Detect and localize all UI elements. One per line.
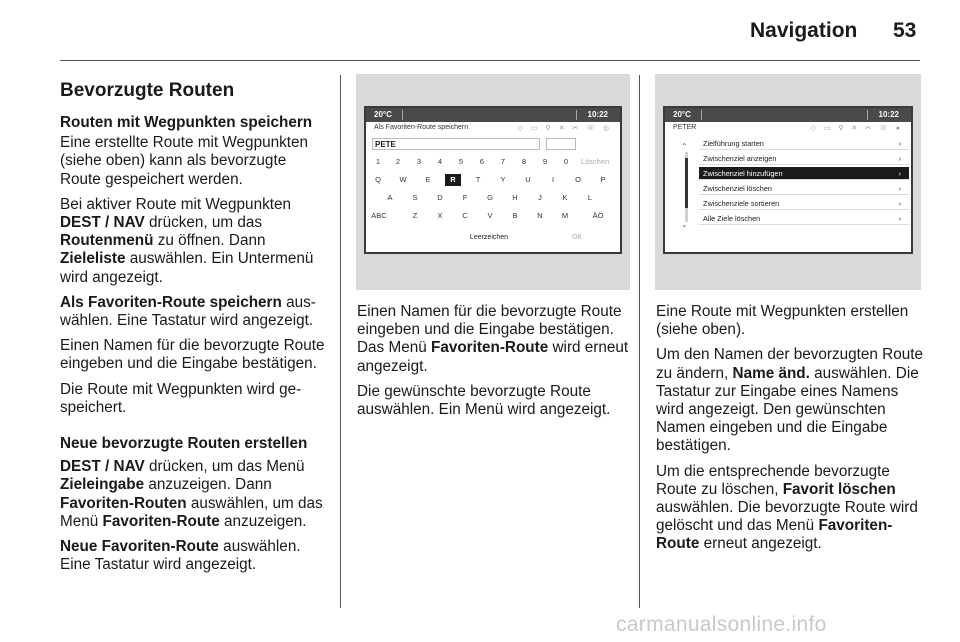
- paragraph: Um den Namen der bevorzugten Route zu ändern, Name änd. auswählen. Die Tastatur zur Eingabe eines Namens wird angezeigt. Den gewünschten Namen eingeben und die Eingabe bestätigen.: [656, 346, 923, 455]
- status-icons: ◇ ▭ ⚲ ✕ ✂ ☏ ●: [810, 125, 903, 132]
- key[interactable]: V: [487, 211, 493, 220]
- key[interactable]: 9: [542, 157, 548, 166]
- menu-item[interactable]: Zielführung starten ›: [699, 137, 909, 150]
- keyboard-row-asdf: [366, 192, 620, 204]
- menu-item[interactable]: Zwischenziel löschen ›: [699, 182, 909, 195]
- key[interactable]: P: [600, 175, 606, 184]
- infotainment-screen: [663, 106, 913, 254]
- chevron-right-icon: ›: [898, 199, 901, 208]
- paragraph: Um die entsprechende bevorzugte Route zu löschen, Favorit löschen auswählen. Die bevorzugte Route wird gelöscht und das Menü Favoriten-Route erneut angezeigt.: [656, 462, 918, 553]
- right-column: [656, 303, 924, 561]
- screenshot-keyboard: [356, 74, 630, 290]
- abc-key[interactable]: ABC: [371, 211, 387, 220]
- page-number: 53: [893, 19, 917, 42]
- column-divider-1: [340, 75, 341, 608]
- key[interactable]: Y: [500, 175, 506, 184]
- key[interactable]: E: [425, 175, 431, 184]
- header-rule: [60, 60, 920, 61]
- key[interactable]: F: [462, 193, 468, 202]
- chevron-right-icon: ›: [898, 184, 901, 193]
- section-title: Bevorzugte Routen: [60, 80, 235, 101]
- keyboard-row-qwerty: [366, 174, 620, 186]
- key[interactable]: 2: [395, 157, 401, 166]
- key[interactable]: K: [562, 193, 568, 202]
- delete-key[interactable]: Löschen: [580, 157, 610, 166]
- key[interactable]: A: [387, 193, 393, 202]
- menu-item[interactable]: Zwischenziel anzeigen ›: [699, 152, 909, 165]
- key[interactable]: N: [537, 211, 543, 220]
- key[interactable]: J: [538, 193, 542, 202]
- key-selected[interactable]: R: [445, 174, 461, 186]
- scroll-up-icon[interactable]: ⌃: [681, 142, 688, 151]
- key[interactable]: 8: [521, 157, 527, 166]
- key[interactable]: M: [561, 211, 569, 220]
- keyboard-bottom-row: [366, 232, 620, 244]
- middle-column: [357, 303, 629, 426]
- subsection-title: Neue bevorzugte Routen erstellen: [60, 435, 308, 453]
- key[interactable]: B: [512, 211, 518, 220]
- key[interactable]: L: [587, 193, 593, 202]
- key[interactable]: 3: [416, 157, 422, 166]
- paragraph: Als Favoriten-Route speichern auswählen. Eine Tastatur wird angezeigt.: [60, 293, 316, 330]
- screen-subheader: Als Favoriten-Route speichern: [374, 124, 469, 131]
- infotainment-screen: [364, 106, 622, 254]
- screenshot-route-menu: [655, 74, 921, 290]
- key[interactable]: 6: [479, 157, 485, 166]
- clock: 10:22: [878, 110, 899, 119]
- watermark: carmanualsonline.info: [616, 613, 827, 636]
- key[interactable]: Q: [375, 175, 381, 184]
- key[interactable]: 0: [563, 157, 569, 166]
- keyboard-row-digits: [366, 156, 620, 168]
- scrollbar-thumb[interactable]: [685, 158, 688, 208]
- menu-item-selected[interactable]: Zwischenziel hinzufügen ›: [699, 167, 909, 180]
- menu-item[interactable]: Alle Ziele löschen ›: [699, 212, 909, 225]
- key[interactable]: D: [437, 193, 443, 202]
- status-bar: [366, 108, 620, 122]
- key[interactable]: I: [551, 175, 555, 184]
- temperature: 20°C: [673, 110, 691, 119]
- key[interactable]: 1: [375, 157, 381, 166]
- key[interactable]: S: [412, 193, 418, 202]
- paragraph: Bei aktiver Route mit Wegpunkten DEST / NAV drücken, um das Routenmenü zu öffnen. Dann Zieleliste auswählen. Ein Untermenü wird angezeigt.: [60, 195, 314, 286]
- space-key[interactable]: Leerzeichen: [469, 234, 509, 241]
- key[interactable]: U: [525, 175, 531, 184]
- status-bar: [665, 108, 911, 122]
- keyboard-row-zxcv: [366, 210, 620, 222]
- subsection-title: Routen mit Wegpunkten speichern: [60, 114, 313, 131]
- paragraph: Eine Route mit Wegpunkten erstellen (siehe oben).: [656, 303, 909, 339]
- key[interactable]: 7: [500, 157, 506, 166]
- ok-key[interactable]: OK: [571, 234, 583, 241]
- chevron-right-icon: ›: [898, 214, 901, 223]
- paragraph: Die Route mit Wegpunkten wird gespeichert.: [60, 380, 302, 416]
- menu-item[interactable]: Zwischenziele sortieren ›: [699, 197, 909, 210]
- key[interactable]: G: [487, 193, 493, 202]
- column-divider-2: [639, 75, 640, 608]
- paragraph: Einen Namen für die bevorzugte Route eingeben und die Eingabe bestätigen.: [60, 337, 325, 373]
- paragraph: Einen Namen für die bevorzugte Route eingeben und die Eingabe bestätigen. Das Menü Favoriten-Route wird erneut angezeigt.: [357, 303, 629, 375]
- chevron-right-icon: ›: [898, 169, 901, 178]
- key[interactable]: X: [437, 211, 443, 220]
- scroll-down-icon[interactable]: ⌄: [681, 220, 688, 229]
- temperature: 20°C: [374, 110, 392, 119]
- key[interactable]: 4: [437, 157, 443, 166]
- chevron-right-icon: ›: [898, 154, 901, 163]
- left-column: [60, 80, 328, 581]
- key[interactable]: 5: [458, 157, 464, 166]
- paragraph: DEST / NAV drücken, um das Menü Zieleingabe anzuzeigen. Dann Favoriten-Routen auswählen, um das Menü Favoriten-Route anzuzeigen.: [60, 458, 323, 530]
- key[interactable]: T: [475, 175, 481, 184]
- umlaut-key[interactable]: ÄÖ: [592, 211, 604, 220]
- clock: 10:22: [587, 110, 608, 119]
- key[interactable]: O: [575, 175, 581, 184]
- key[interactable]: W: [399, 175, 407, 184]
- chevron-right-icon: ›: [898, 139, 901, 148]
- paragraph: Eine erstellte Route mit Wegpunkten (siehe oben) kann als bevorzugte Route gespeichert werden.: [60, 134, 308, 188]
- status-icons: ◇ ▭ ⚲ ✕ ✂ ☏ ◎: [517, 125, 612, 132]
- paragraph: Neue Favoriten-Route auswählen. Eine Tastatur wird angezeigt.: [60, 538, 301, 574]
- paragraph: Die gewünschte bevorzugte Route auswählen. Ein Menü wird angezeigt.: [357, 382, 611, 419]
- key[interactable]: C: [462, 211, 468, 220]
- key[interactable]: H: [512, 193, 518, 202]
- name-input[interactable]: PETE: [372, 138, 540, 150]
- page-header-title: Navigation: [750, 19, 858, 42]
- screen-subheader: PETER: [673, 124, 697, 131]
- key[interactable]: Z: [412, 211, 418, 220]
- input-aux-box: [546, 138, 576, 150]
